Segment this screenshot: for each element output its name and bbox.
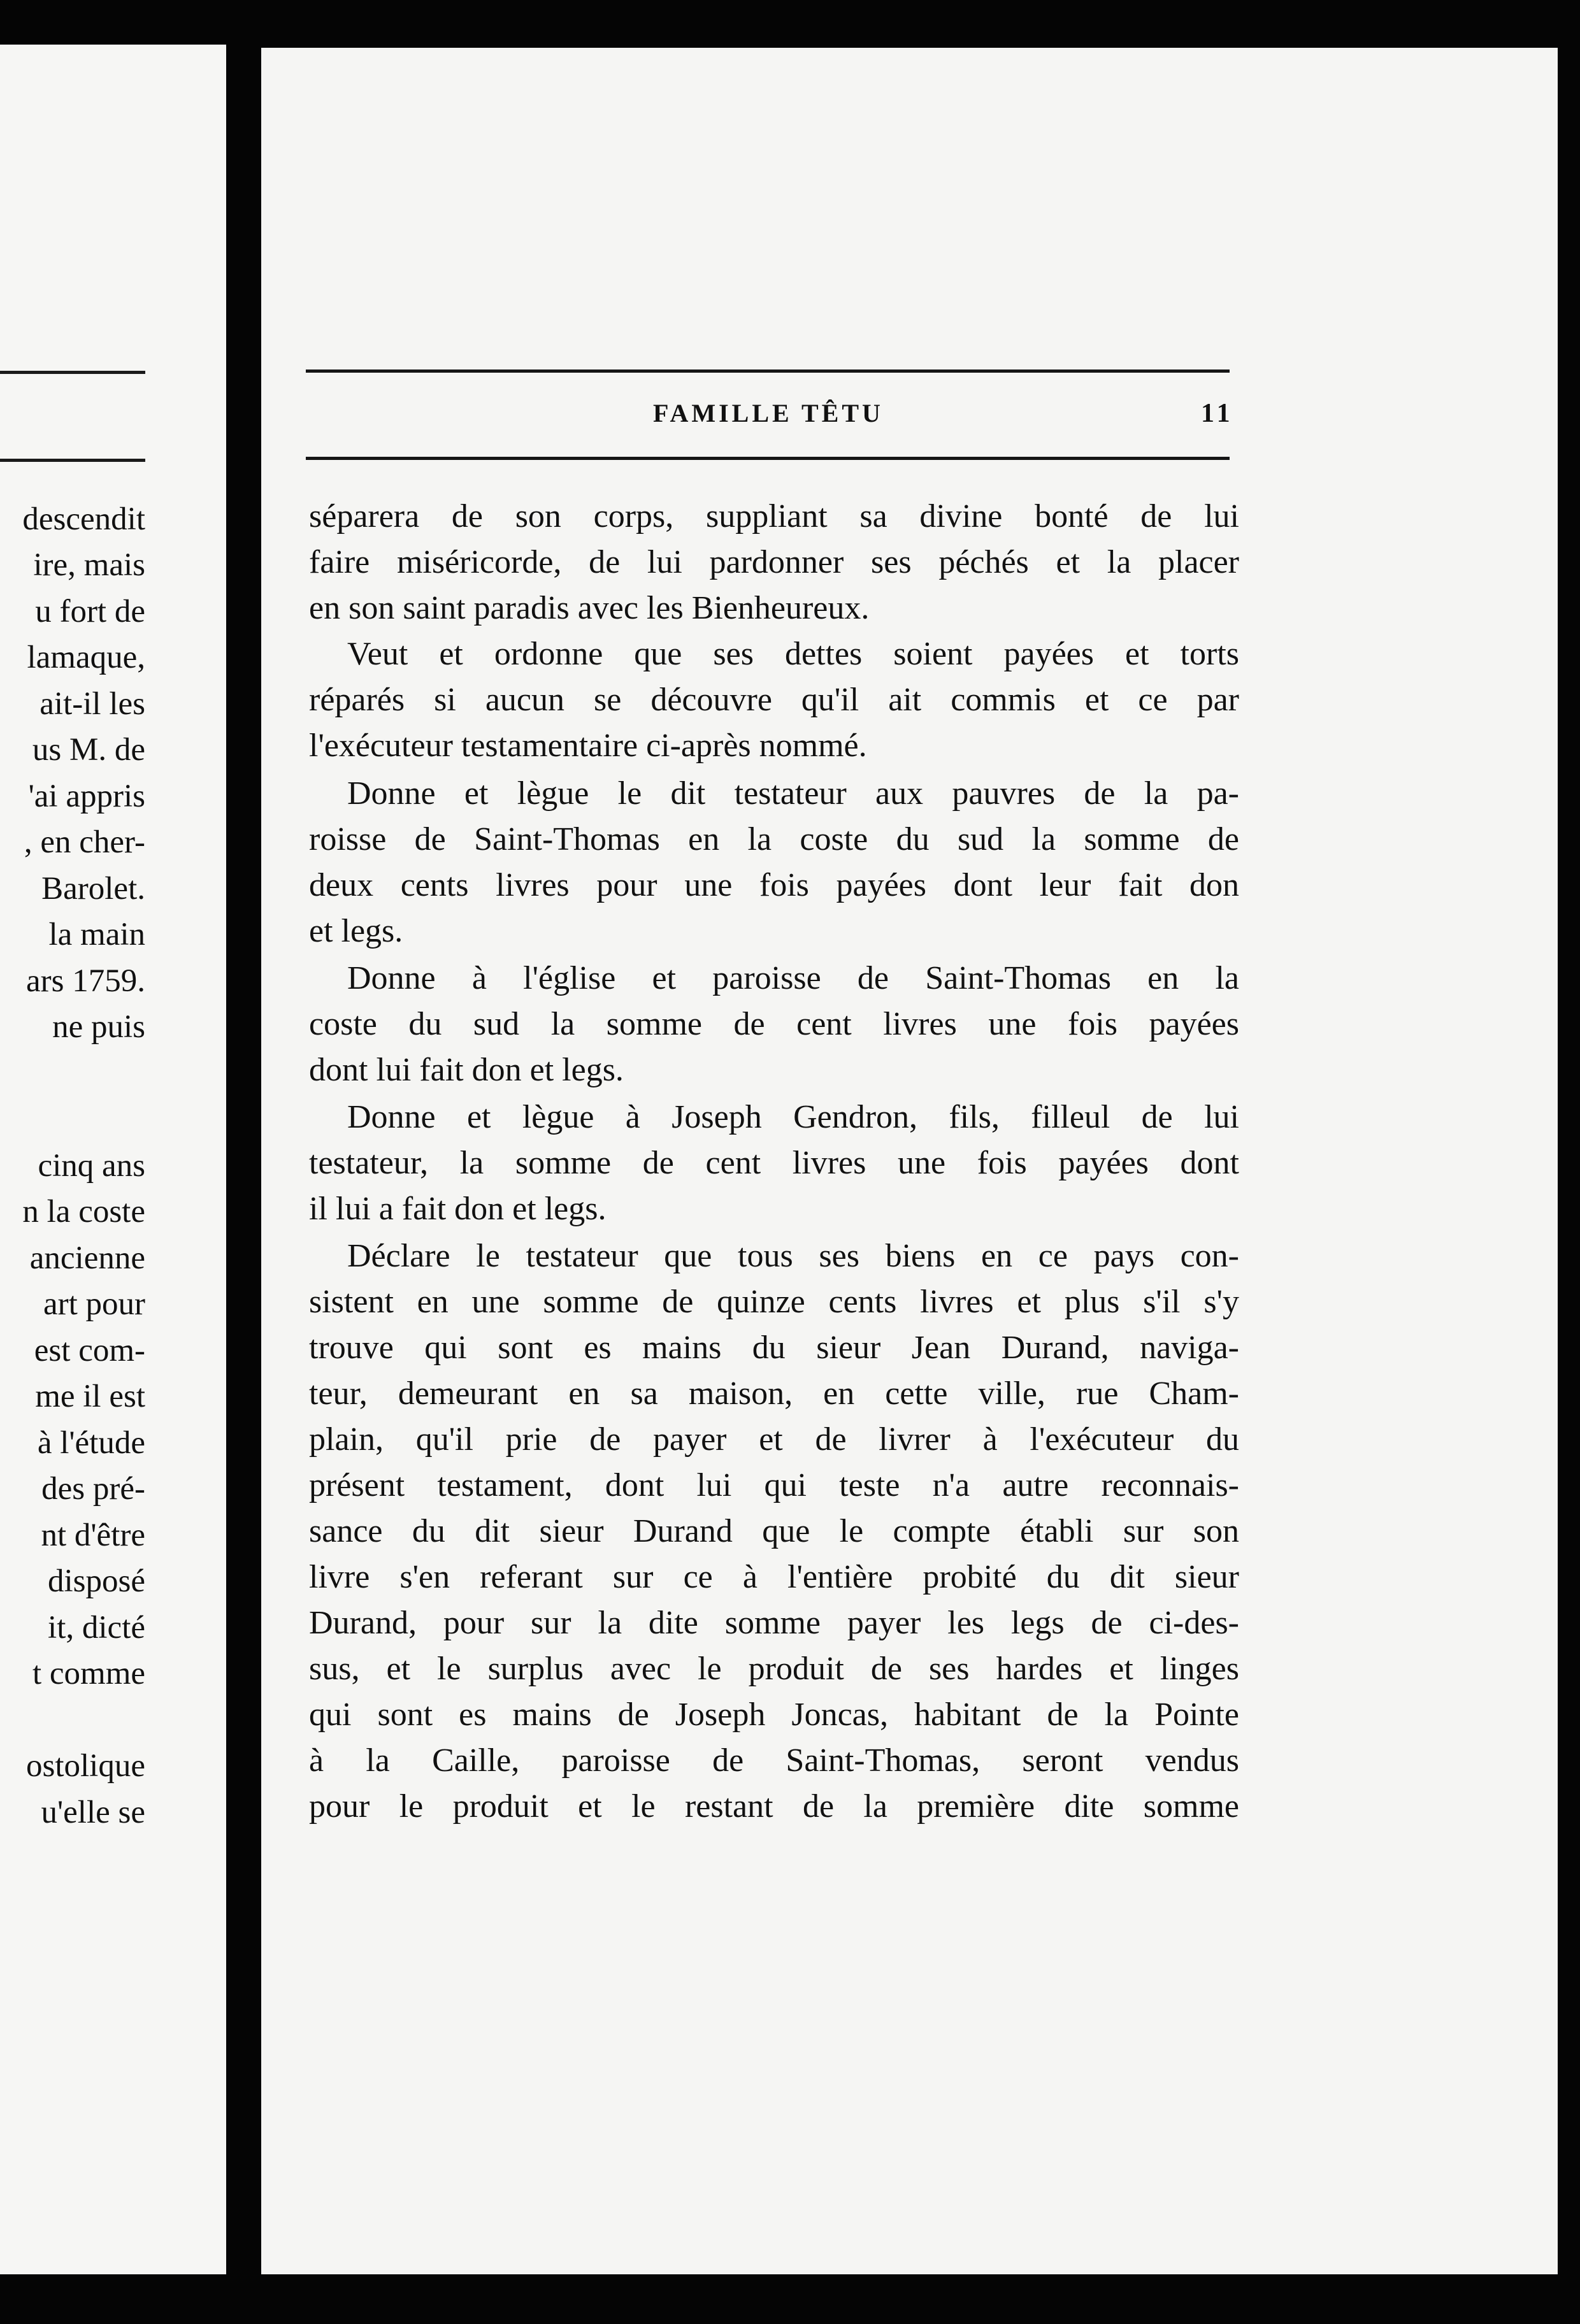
body-text-line: pour le produit et le restant de la première dite somme [309, 1788, 1239, 1825]
header-rule-top [306, 369, 1230, 373]
left-text-line: cinq ans [38, 1148, 145, 1184]
left-text-line: ancienne [29, 1240, 145, 1276]
left-text-line: u'elle se [41, 1795, 145, 1830]
body-text-line: en son saint paradis avec les Bienheureux. [309, 590, 870, 626]
left-text-line: art pour [43, 1286, 145, 1322]
right-page [261, 48, 1558, 2274]
header-rule-bottom [306, 457, 1230, 460]
body-text-line: testateur, la somme de cent livres une fois payées dont [309, 1145, 1239, 1181]
left-header-rule-bottom [0, 459, 145, 462]
left-text-line: us M. de [32, 732, 145, 768]
body-text-line: Déclare le testateur que tous ses biens en ce pays con- [347, 1238, 1239, 1274]
left-text-line: ne puis [52, 1009, 145, 1045]
left-text-line: des pré- [41, 1471, 145, 1507]
left-text-line: ire, mais [33, 547, 145, 583]
book-binding-gutter [226, 0, 261, 2324]
body-text-line: sance du dit sieur Durand que le compte établi sur son [309, 1513, 1239, 1549]
left-text-line: est com- [34, 1333, 145, 1368]
left-text-line: 'ai appris [28, 778, 145, 814]
running-title: FAMILLE TÊTU [653, 399, 884, 427]
body-text-line: livre s'en referant sur ce à l'entière probité du dit sieur [309, 1559, 1239, 1595]
left-text-line: à l'étude [37, 1425, 145, 1461]
left-text-line: t comme [32, 1656, 145, 1691]
body-text-line: qui sont es mains de Joseph Joncas, habitant de la Pointe [309, 1696, 1239, 1733]
body-text-line: roisse de Saint-Thomas en la coste du sud la somme de [309, 821, 1239, 857]
left-text-line: Barolet. [41, 871, 145, 907]
body-text-line: il lui a fait don et legs. [309, 1191, 607, 1227]
body-text-line: trouve qui sont es mains du sieur Jean Durand, naviga- [309, 1330, 1239, 1366]
left-text-line: lamaque, [27, 640, 145, 675]
body-text-line: Donne à l'église et paroisse de Saint-Thomas en la [347, 960, 1239, 996]
body-text-line: réparés si aucun se découvre qu'il ait commis et ce par [309, 682, 1239, 718]
left-text-line: disposé [48, 1563, 145, 1599]
left-text-line: ars 1759. [26, 963, 145, 999]
left-text-line: it, dicté [48, 1610, 145, 1646]
body-text-line: faire miséricorde, de lui pardonner ses péchés et la placer [309, 544, 1239, 580]
left-header-rule-top [0, 371, 145, 374]
body-text-line: sistent en une somme de quinze cents livres et plus s'il s'y [309, 1284, 1239, 1320]
left-text-line: ostolique [26, 1748, 145, 1784]
body-text-line: Veut et ordonne que ses dettes soient payées et torts [347, 636, 1239, 672]
body-text-line: deux cents livres pour une fois payées dont leur fait don [309, 867, 1239, 903]
body-text-line: séparera de son corps, suppliant sa divine bonté de lui [309, 498, 1239, 534]
body-text-line: Donne et lègue à Joseph Gendron, fils, filleul de lui [347, 1099, 1239, 1135]
left-facing-page [0, 45, 226, 2274]
left-text-line: ait-il les [40, 686, 145, 722]
body-text-line: dont lui fait don et legs. [309, 1052, 624, 1088]
body-text-line: Donne et lègue le dit testateur aux pauvres de la pa- [347, 775, 1239, 812]
left-text-line: u fort de [35, 594, 145, 629]
left-text-line: , en cher- [24, 824, 145, 860]
left-text-line: nt d'être [41, 1517, 145, 1553]
body-text-line: teur, demeurant en sa maison, en cette ville, rue Cham- [309, 1375, 1239, 1412]
body-text-line: sus, et le surplus avec le produit de ses hardes et linges [309, 1651, 1239, 1687]
body-text-line: et legs. [309, 913, 403, 949]
left-text-line: descendit [22, 501, 145, 537]
body-text-line: coste du sud la somme de cent livres une fois payées [309, 1006, 1239, 1042]
body-text-line: plain, qu'il prie de payer et de livrer à l'exécuteur du [309, 1421, 1239, 1458]
left-text-line: me il est [35, 1379, 145, 1414]
body-text-line: présent testament, dont lui qui teste n'a autre reconnais- [309, 1467, 1239, 1503]
left-text-line: la main [48, 917, 145, 952]
body-text-line: à la Caille, paroisse de Saint-Thomas, seront vendus [309, 1742, 1239, 1779]
page-number: 11 [1201, 399, 1234, 428]
left-text-line: n la coste [22, 1194, 145, 1230]
body-text-line: Durand, pour sur la dite somme payer les legs de ci-des- [309, 1605, 1239, 1641]
body-text-line: l'exécuteur testamentaire ci-après nommé. [309, 728, 867, 764]
